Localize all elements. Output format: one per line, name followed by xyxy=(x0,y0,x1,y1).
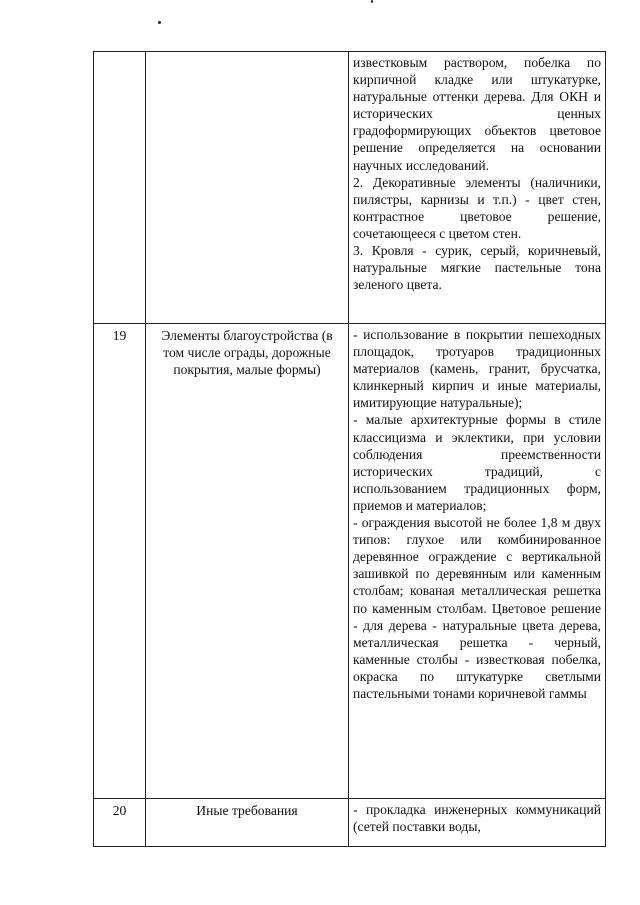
row-description-cell xyxy=(349,52,606,324)
row-name-cell: Элементы благоустройства (в том числе ограды, дорожные покрытия, малые формы) xyxy=(146,324,349,799)
requirements-table xyxy=(93,51,606,847)
row-name-cell: Иные требования xyxy=(146,799,349,847)
row-description-cell xyxy=(349,324,606,799)
description-paragraph: - использование в покрытии пешеходных площадок, тротуаров традиционных материалов (камень, гранит, брусчатка, клинкерный кирпич и иные материалы, имитирующие натуральные); xyxy=(353,327,601,411)
description-paragraph: 2. Декоративные элементы (наличники, пилястры, карнизы и т.п.) - цвет стен, контрастное цветовое решение, сочетающееся с цветом стен. xyxy=(353,174,601,241)
row-number-cell: 20 xyxy=(94,799,146,847)
table-row xyxy=(94,52,606,324)
description-paragraph: - прокладка инженерных коммуникаций (сетей поставки воды, xyxy=(353,802,601,835)
scan-speck xyxy=(158,21,161,24)
scan-speck xyxy=(371,0,373,3)
description-paragraph: - малые архитектурные формы в стиле классицизма и эклектики, при условии соблюдения преемственности исторических традиций, с использованием традиционных форм, приемов и материалов; xyxy=(353,412,601,513)
description-paragraph: известковым раствором, побелка по кирпичной кладке или штукатурке, натуральные оттенки дерева. Для ОКН и исторических ценных градоформирующих объектов цветовое решение определяется на основании научных исследований. xyxy=(353,55,601,173)
row-name-cell xyxy=(146,52,349,324)
row-number-cell xyxy=(94,52,146,324)
table-row xyxy=(94,324,606,799)
row-number-cell: 19 xyxy=(94,324,146,799)
table-row xyxy=(94,799,606,847)
description-paragraph: 3. Кровля - сурик, серый, коричневый, натуральные мягкие пастельные тона зеленого цвета. xyxy=(353,243,601,293)
row-description-cell xyxy=(349,799,606,847)
description-paragraph: - ограждения высотой не более 1,8 м двух типов: глухое или комбинированное деревянное ограждение с вертикальной зашивкой по деревянным или каменным столбам; кованая металлическая решетка по каменным столбам. Цветовое решение - для дерева - натуральные цвета дерева, металлическая решетка - черный, каменные столбы - известковая побелка, окраска по штукатурке светлыми пастельными тонами коричневой гаммы xyxy=(353,515,601,701)
